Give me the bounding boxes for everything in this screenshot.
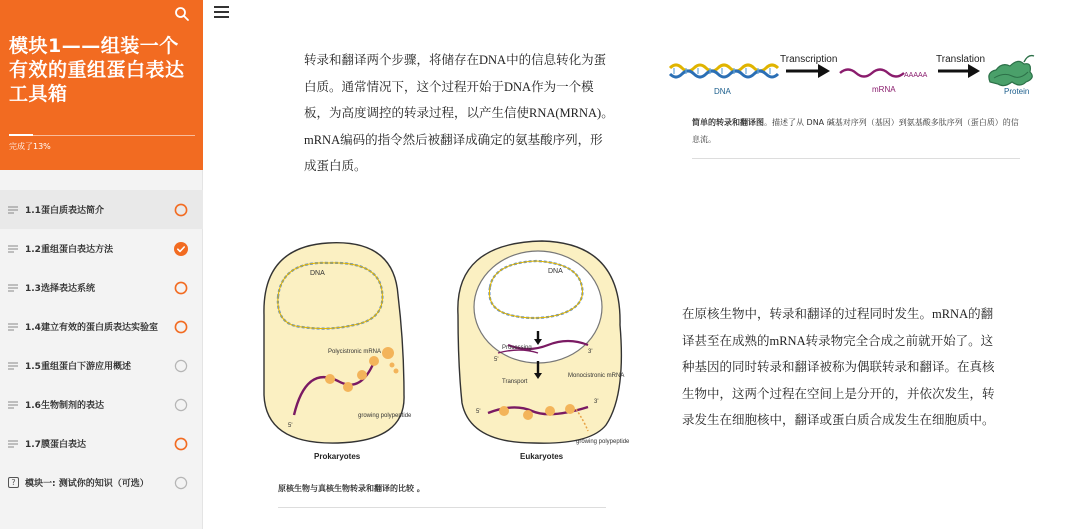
eukaryote-dna-label: DNA xyxy=(548,268,563,275)
divider xyxy=(692,158,1020,159)
eukaryote-5prime-a-label: 5' xyxy=(494,357,499,363)
eukaryote-3prime-a-label: 3' xyxy=(588,349,593,355)
eukaryote-transport-label: Transport xyxy=(502,379,528,385)
lesson-label: 1.1蛋白质表达简介 xyxy=(25,206,104,216)
protein-icon xyxy=(989,56,1034,86)
dna-helix-icon xyxy=(670,65,778,77)
list-lines-icon xyxy=(8,362,18,370)
mrna-label: mRNA xyxy=(872,85,896,94)
course-title: 模块1——组装一个有效的重组蛋白表达工具箱 xyxy=(9,35,185,105)
translation-arrow-head xyxy=(968,64,980,78)
mrna-strand xyxy=(840,70,904,77)
lesson-label: 1.6生物制剂的表达 xyxy=(25,401,104,411)
lesson-label: 1.5重组蛋白下游应用概述 xyxy=(25,362,131,372)
in-progress-icon xyxy=(174,320,188,334)
lesson-label: 1.4建立有效的蛋白质表达实验室 xyxy=(25,323,158,333)
course-header xyxy=(0,0,203,170)
prokaryote-5prime-label: 5' xyxy=(288,423,293,429)
not-started-icon xyxy=(174,476,188,490)
course-sidebar xyxy=(0,0,203,529)
aaaaa-label: AAAAA xyxy=(904,72,928,79)
lesson-label: 1.7膜蛋白表达 xyxy=(25,440,86,450)
figure1-caption xyxy=(692,114,1022,148)
lesson-item[interactable] xyxy=(0,385,203,424)
lesson-item[interactable] xyxy=(0,424,203,463)
eukaryote-mrna-label: Monocistronic mRNA xyxy=(568,373,625,379)
hamburger-menu-icon[interactable] xyxy=(214,4,230,18)
list-lines-icon xyxy=(8,206,18,214)
not-started-icon xyxy=(174,359,188,373)
comparison-paragraph: 在原核生物中，转录和翻译的过程同时发生。mRNA的翻译甚至在成熟的mRNA转录物完全合成之前就开始了。这种基因的同时转录和翻译被称为偶联转录和翻译。在真核生物中，这两个过程在空间上是分开的，并依次发生，转录发生在细胞核中，翻译或蛋白质合成发生在细胞质中。 xyxy=(682,307,995,427)
in-progress-icon xyxy=(174,203,188,217)
eukaryote-3prime-b-label: 3' xyxy=(594,399,599,405)
intro-paragraph: 转录和翻译两个步骤，将储存在DNA中的信息转化为蛋白质。通常情况下，这个过程开始于DNA作为一个模板，为高度调控的转录过程，以产生信使RNA(MRNA)。mRNA编码的指令然后被翻译成确定的氨基酸序列，形成蛋白质。 xyxy=(304,53,614,173)
eukaryote-title: Eukaryotes xyxy=(520,452,564,461)
lesson-item[interactable] xyxy=(0,346,203,385)
translation-label: Translation xyxy=(936,54,986,65)
transcription-arrow-head xyxy=(818,64,830,78)
lesson-list xyxy=(0,190,203,502)
in-progress-icon xyxy=(174,281,188,295)
prokaryote-mrna-label: Polycistronic mRNA xyxy=(328,349,382,355)
figure2-caption: 原核生物与真核生物转录和翻译的比较 。 xyxy=(278,484,425,493)
list-lines-icon xyxy=(8,284,18,292)
dna-label: DNA xyxy=(714,87,731,96)
lesson-item[interactable] xyxy=(0,229,203,268)
eukaryote-cell xyxy=(458,241,625,443)
lesson-label: 1.2重组蛋白表达方法 xyxy=(25,245,113,255)
search-icon[interactable] xyxy=(174,6,190,22)
list-lines-icon xyxy=(8,323,18,331)
quiz-label: 模块一: 测试你的知识（可选） xyxy=(25,479,149,489)
question-icon: ? xyxy=(8,477,19,488)
eukaryote-processing-label: Processing xyxy=(502,345,532,351)
progress-text: 完成了13% xyxy=(9,142,51,151)
prokaryote-eukaryote-diagram xyxy=(258,235,630,465)
eukaryote-5prime-b-label: 5' xyxy=(476,409,481,415)
figure1-caption-title: 简单的转录和翻译图 xyxy=(692,118,764,127)
list-lines-icon xyxy=(8,401,18,409)
list-lines-icon xyxy=(8,245,18,253)
lesson-item[interactable] xyxy=(0,307,203,346)
lesson-item[interactable] xyxy=(0,190,203,229)
transcription-translation-diagram xyxy=(668,44,1040,100)
divider xyxy=(278,507,606,508)
progress-bar xyxy=(9,135,195,136)
prokaryote-polypeptide-label: growing polypeptide xyxy=(358,413,412,419)
list-lines-icon xyxy=(8,440,18,448)
eukaryote-polypeptide-label: growing polypeptide xyxy=(576,439,630,445)
transcription-label: Transcription xyxy=(780,54,838,65)
not-started-icon xyxy=(174,398,188,412)
figure1-caption-text: 。描述了从 DNA 碱基对序列（基因）到氨基酸多肽序列（蛋白质）的信息流。 xyxy=(692,118,1019,144)
protein-label: Protein xyxy=(1004,87,1030,96)
lesson-label: 1.3选择表达系统 xyxy=(25,284,95,294)
completed-check-icon xyxy=(174,242,188,256)
lesson-item[interactable] xyxy=(0,268,203,307)
progress-bar-fill xyxy=(9,134,33,136)
prokaryote-title: Prokaryotes xyxy=(314,452,361,461)
prokaryote-dna-label: DNA xyxy=(310,270,325,277)
in-progress-icon xyxy=(174,437,188,451)
quiz-item[interactable] xyxy=(0,463,203,502)
